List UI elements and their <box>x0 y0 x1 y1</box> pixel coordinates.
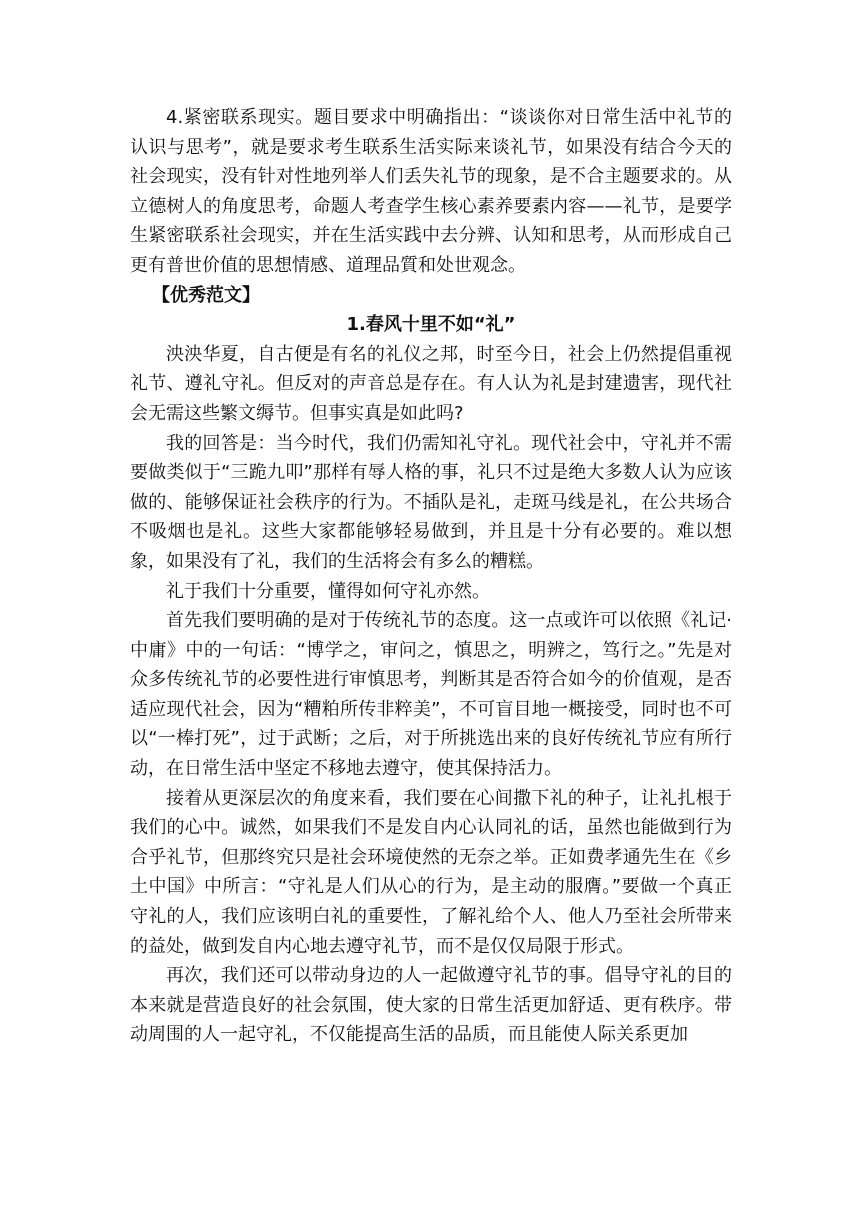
essay-title: 1.春风十里不如“礼” <box>346 314 516 336</box>
intro-paragraph: 4.紧密联系现实。题目要求中明确指出：“谈谈你对日常生活中礼节的认识与思考”，就是要求考生联系生活实际来谈礼节，如果没有结合今天的社会现实，没有针对性地列举人们丢失礼节的现象，是不合主题要求的。从立德树人的角度思考，命题人考查学生核心素养要素内容——礼节，是要学生紧密联系社会现实，并在生活实践中去分辨、认知和思考，从而形成自己更有普世价值的思想情感、道理品質和处世观念。 <box>130 107 732 276</box>
essay-paragraph: 再次，我们还可以带动身边的人一起做遵守礼节的事。倡导守礼的目的本来就是营造良好的社会氛围，使大家的日常生活更加舒适、更有秩序。带动周围的人一起守礼，不仅能提高生活的品质，而且能使人际关系更加 <box>130 965 732 1046</box>
essay-paragraph: 泱泱华夏，自古便是有名的礼仪之邦，时至今日，社会上仍然提倡重视礼节、遵礼守礼。但反对的声音总是存在。有人认为礼是封建遗害，现代社会无需这些繁文缛节。但事实真是如此吗? <box>130 343 732 424</box>
essay-paragraph: 我的回答是：当今时代，我们仍需知礼守礼。现代社会中，守礼并不需要做类似于“三跪九叩”那样有辱人格的事，礼只不过是绝大多数人认为应该做的、能够保证社会秩序的行为。不插队是礼，走斑马线是礼，在公共场合不吸烟也是礼。这些大家都能够轻易做到，并且是十分有必要的。难以想象，如果没有了礼，我们的生活将会有多么的糟糕。 <box>130 432 732 572</box>
section-label: 【优秀范文】 <box>152 284 260 306</box>
essay-paragraph: 接着从更深层次的角度来看，我们要在心间撒下礼的种子，让礼扎根于我们的心中。诚然，如果我们不是发自内心认同礼的话，虽然也能做到行为合乎礼节，但那终究只是社会环境使然的无奈之举。正如费孝通先生在《乡土中国》中所言：“守礼是人们从心的行为，是主动的服膺。”要做一个真正守礼的人，我们应该明白礼的重要性，了解礼给个人、他人乃至社会所带来的益处，做到发自内心地去遵守礼节，而不是仅仅局限于形式。 <box>130 787 732 957</box>
essay-paragraph: 首先我们要明确的是对于传统礼节的态度。这一点或许可以依照《礼记·中庸》中的一句话：“博学之，审问之，慎思之，明辨之，笃行之。”先是对众多传统礼节的必要性进行审慎思考，判断其是否符合如今的价值观，是否适应现代社会，因为“糟粕所传非粹美”，不可盲目地一概接受，同时也不可以“一棒打死”，过于武断；之后，对于所挑选出来的良好传统礼节应有所行动，在日常生活中坚定不移地去遵守，使其保持活力。 <box>130 610 732 780</box>
essay-paragraph: 礼于我们十分重要，懂得如何守礼亦然。 <box>166 580 490 602</box>
document-page <box>130 103 732 1050</box>
